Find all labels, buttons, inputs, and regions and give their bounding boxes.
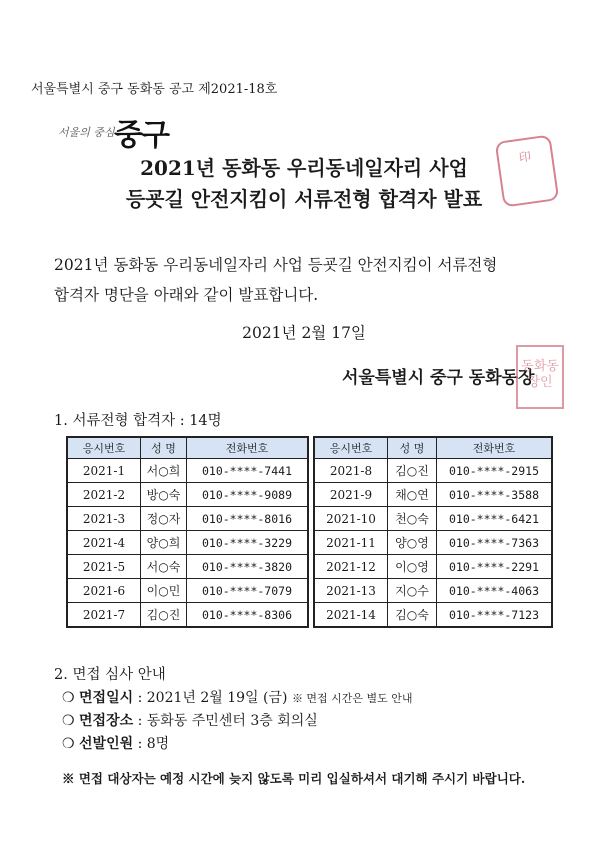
name-cell: 지○수 [388, 579, 437, 603]
applicants-table-left [66, 436, 309, 628]
interview-date-item [62, 687, 413, 707]
table-row [67, 483, 308, 507]
phone-cell: 010-****-3229 [187, 531, 309, 555]
phone-cell: 010-****-4063 [437, 579, 553, 603]
header-name: 성 명 [388, 437, 437, 459]
exam-no-cell: 2021-7 [67, 603, 141, 628]
table-row [67, 579, 308, 603]
name-cell: 양○영 [388, 531, 437, 555]
exam-no-cell: 2021-6 [67, 579, 141, 603]
table-row [314, 507, 552, 531]
name-cell: 김○숙 [388, 603, 437, 628]
exam-no-cell: 2021-8 [314, 459, 388, 483]
name-cell: 서○숙 [141, 555, 187, 579]
name-cell: 방○숙 [141, 483, 187, 507]
table-row [314, 459, 552, 483]
name-cell: 이○민 [141, 579, 187, 603]
bullet-circle-icon: ❍ [62, 736, 75, 752]
document-title-line1: 2021년 동화동 우리동네일자리 사업 [140, 156, 468, 180]
phone-cell: 010-****-7123 [437, 603, 553, 628]
exam-no-cell: 2021-4 [67, 531, 141, 555]
header-phone: 전화번호 [437, 437, 553, 459]
table-row [67, 531, 308, 555]
announcement-body [54, 250, 574, 310]
name-cell: 채○연 [388, 483, 437, 507]
phone-cell: 010-****-7363 [437, 531, 553, 555]
exam-no-cell: 2021-13 [314, 579, 388, 603]
official-seal-top: 印 [495, 134, 560, 207]
footnote: ※ 면접 대상자는 예정 시간에 늦지 않도록 미리 입실하셔서 대기해 주시기 바랍니다. [62, 771, 526, 786]
section1-title: 1. 서류전형 합격자 : 14명 [54, 413, 222, 429]
document-title-line2: 등굣길 안전지킴이 서류전형 합격자 발표 [125, 187, 483, 211]
item-label: 선발인원 [79, 736, 134, 752]
exam-no-cell: 2021-2 [67, 483, 141, 507]
header-name: 성 명 [141, 437, 187, 459]
exam-no-cell: 2021-5 [67, 555, 141, 579]
phone-cell: 010-****-8306 [187, 603, 309, 628]
exam-no-cell: 2021-11 [314, 531, 388, 555]
phone-cell: 010-****-9089 [187, 483, 309, 507]
item-value: 2021년 2월 19일 (금) [146, 690, 288, 706]
body-line-1: 2021년 동화동 우리동네일자리 사업 등굣길 안전지킴이 서류전형 [54, 256, 498, 274]
item-label: 면접일시 [79, 690, 134, 706]
phone-cell: 010-****-7079 [187, 579, 309, 603]
item-sep: : [133, 713, 147, 729]
phone-cell: 010-****-6421 [437, 507, 553, 531]
table-header-row [314, 437, 552, 459]
name-cell: 김○진 [388, 459, 437, 483]
table-row [314, 579, 552, 603]
name-cell: 정○자 [141, 507, 187, 531]
table-row [314, 531, 552, 555]
name-cell: 이○영 [388, 555, 437, 579]
interview-place-item [62, 710, 318, 730]
signer: 서울특별시 중구 동화동장 [342, 368, 535, 388]
exam-no-cell: 2021-10 [314, 507, 388, 531]
exam-no-cell: 2021-12 [314, 555, 388, 579]
item-sep: : [133, 736, 147, 752]
name-cell: 서○희 [141, 459, 187, 483]
logo-big-text: 중구 [114, 118, 168, 153]
phone-cell: 010-****-3588 [437, 483, 553, 507]
jung-gu-logo [58, 110, 168, 153]
selection-count-item [62, 733, 169, 753]
exam-no-cell: 2021-1 [67, 459, 141, 483]
table-row [67, 507, 308, 531]
table-row [67, 603, 308, 628]
item-note: ※ 면접 시간은 별도 안내 [291, 692, 413, 705]
section2-title: 2. 면접 심사 안내 [54, 667, 166, 683]
phone-cell: 010-****-2915 [437, 459, 553, 483]
phone-cell: 010-****-7441 [187, 459, 309, 483]
table-header-row [67, 437, 308, 459]
exam-no-cell: 2021-9 [314, 483, 388, 507]
phone-cell: 010-****-3820 [187, 555, 309, 579]
bullet-circle-icon: ❍ [62, 690, 75, 706]
table-row [314, 483, 552, 507]
exam-no-cell: 2021-14 [314, 603, 388, 628]
table-row [67, 555, 308, 579]
official-seal-signer: 동화동장인 [516, 345, 564, 409]
name-cell: 천○숙 [388, 507, 437, 531]
header-exam-no: 응시번호 [314, 437, 388, 459]
item-label: 면접장소 [79, 713, 134, 729]
item-value: 8명 [146, 736, 170, 752]
header-phone: 전화번호 [187, 437, 309, 459]
name-cell: 양○희 [141, 531, 187, 555]
announcement-date: 2021년 2월 17일 [242, 324, 366, 342]
phone-cell: 010-****-2291 [437, 555, 553, 579]
body-line-2: 합격자 명단을 아래와 같이 발표합니다. [54, 286, 319, 304]
table-row [314, 555, 552, 579]
applicants-table-right [313, 436, 553, 628]
table-row [314, 603, 552, 628]
name-cell: 김○진 [141, 603, 187, 628]
item-sep: : [133, 690, 147, 706]
notice-number: 서울특별시 중구 동화동 공고 제2021-18호 [31, 82, 278, 97]
phone-cell: 010-****-8016 [187, 507, 309, 531]
logo-small-text: 서울의 중심 [58, 126, 115, 139]
bullet-circle-icon: ❍ [62, 713, 75, 729]
table-row [67, 459, 308, 483]
header-exam-no: 응시번호 [67, 437, 141, 459]
exam-no-cell: 2021-3 [67, 507, 141, 531]
item-value: 동화동 주민센터 3층 회의실 [146, 713, 318, 729]
